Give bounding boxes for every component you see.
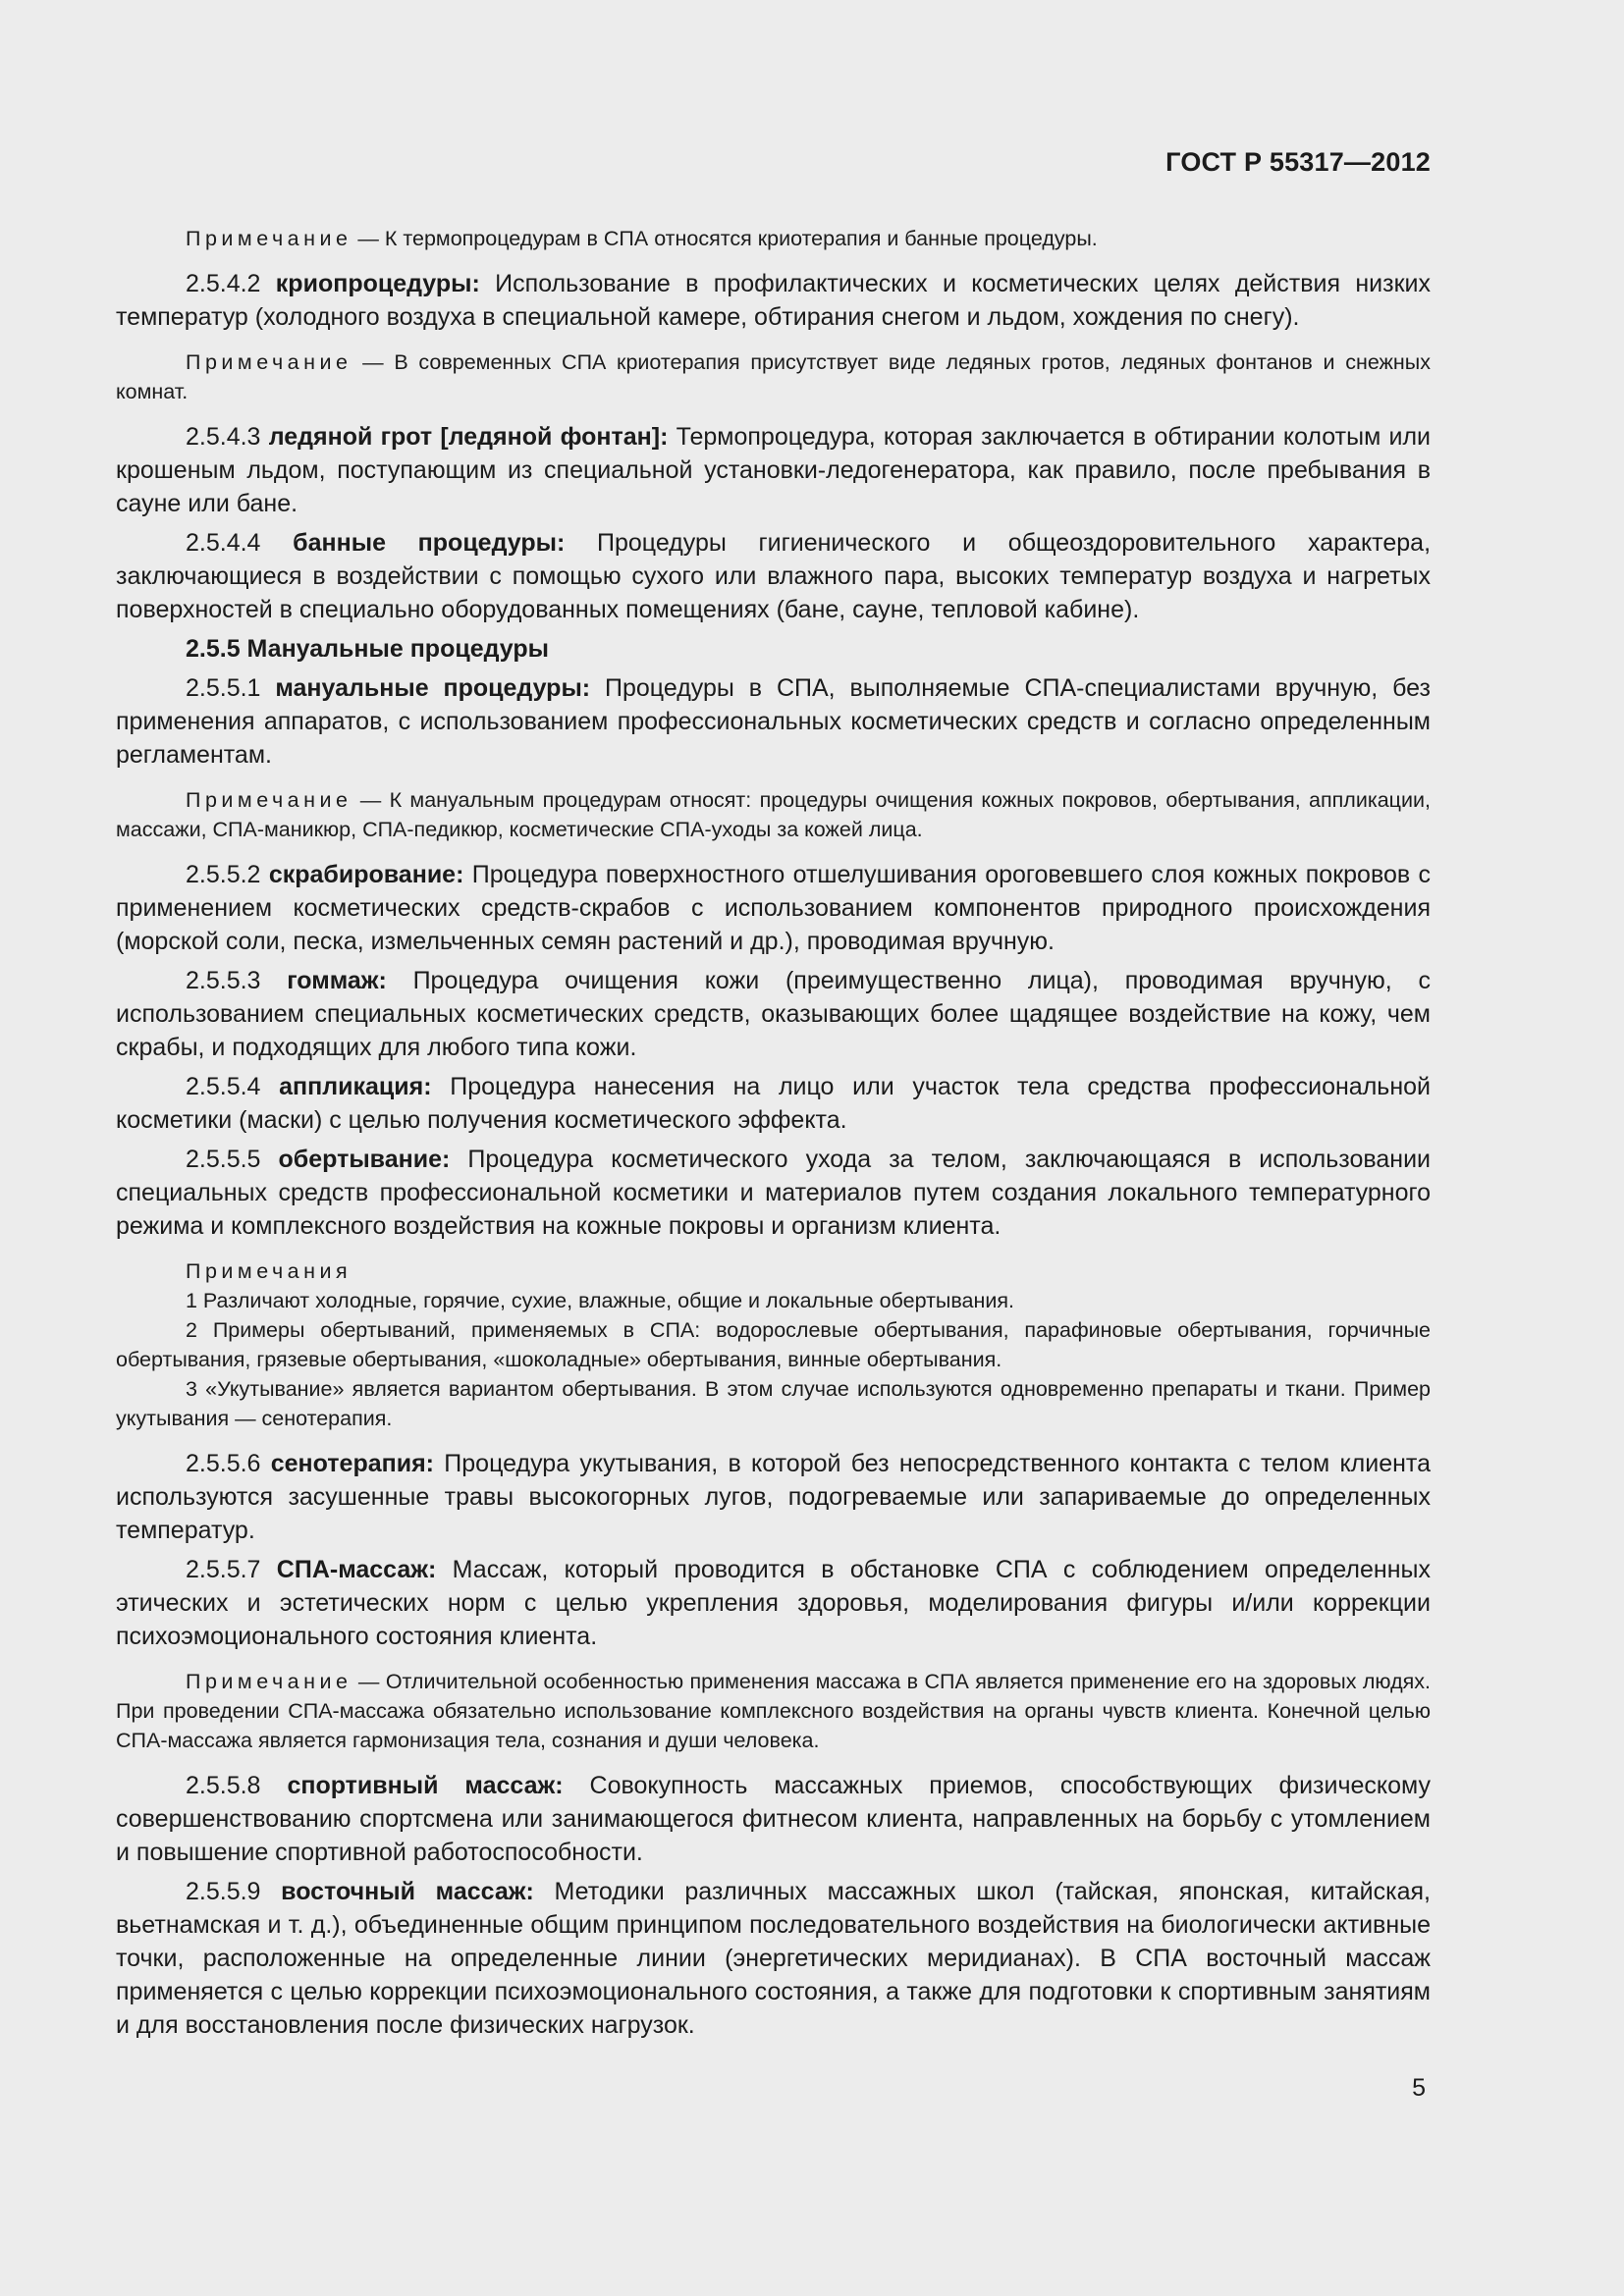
clause-text: Методики различных массажных школ (тайская, японская, китайская, вьетнамская и т. д.), объединенные общим принципом последовательного воздействия на биологически активные точки, расположенные на определенные линии (энергетических меридианах). В СПА восточный массаж применяется с целью коррекции психоэмоционального состояния, а также для подготовки к спортивным занятиям и для восстановления после физических нагрузок. [116, 1878, 1431, 2039]
clause-paragraph [116, 526, 1431, 626]
clause-text: Процедура укутывания, в которой без непосредственного контакта с телом клиента используются засушенные травы высокогорных лугов, подогреваемые или запариваемые до определенных температур. [116, 1450, 1431, 1544]
clause-text: Процедуры гигиенического и общеоздоровительного характера, заключающиеся в воздействии с помощью сухого или влажного пара, высоких температур воздуха и нагретых поверхностей в специально оборудованных помещениях (бане, сауне, тепловой кабине). [116, 529, 1432, 623]
note-label: Примечание [186, 227, 352, 250]
clause-paragraph [116, 420, 1431, 520]
standard-header: ГОСТ Р 55317—2012 [1165, 147, 1431, 177]
clause-term: криопроцедуры: [275, 270, 480, 297]
note-label: Примечание [186, 350, 352, 374]
note-item: 3 «Укутывание» является вариантом обертывания. В этом случае используются одновременно препараты и ткани. Пример укутывания — сенотерапия. [116, 1377, 1431, 1430]
clause-text: Процедура очищения кожи (преимущественно лица), проводимая вручную, с использованием специальных косметических средств, оказывающих более щадящее воздействие на кожу, чем скрабы, и подходящих для любого типа кожи. [116, 967, 1431, 1061]
section-heading: 2.5.5 Мануальные процедуры [186, 635, 549, 663]
clause-number: 2.5.5.3 [186, 967, 288, 994]
clause-number: 2.5.5.8 [186, 1772, 288, 1799]
clause-number: 2.5.5.7 [186, 1556, 277, 1583]
clause-number: 2.5.5.2 [186, 861, 269, 888]
clause-paragraph [116, 1070, 1431, 1137]
clause-term: СПА-массаж: [276, 1556, 437, 1583]
note-paragraph [116, 1667, 1431, 1755]
clause-term: скрабирование: [268, 861, 464, 888]
clause-number: 2.5.4.3 [186, 423, 269, 451]
clause-paragraph [116, 1447, 1431, 1547]
note-dash: — [352, 227, 385, 250]
clause-term: аппликация: [279, 1073, 432, 1100]
clause-text: Термопроцедура, которая заключается в обтирании колотым или крошеным льдом, поступающим из специальной установки-ледогенератора, как правило, после пребывания в сауне или бане. [116, 423, 1431, 517]
notes-label: Примечания [186, 1259, 352, 1283]
clause-text: Использование в профилактических и косметических целях действия низких температур (холодного воздуха в специальной камере, обтирания снегом и льдом, хождения по снегу). [116, 270, 1431, 331]
note-label: Примечание [186, 788, 352, 812]
clause-text: Процедура нанесения на лицо или участок тела средства профессиональной косметики (маски) с целью получения косметического эффекта. [116, 1073, 1431, 1134]
note-dash: — [352, 1670, 386, 1693]
note-dash: — [352, 788, 390, 812]
clause-term: восточный массаж: [281, 1878, 534, 1905]
clause-paragraph [116, 671, 1431, 772]
clause-paragraph [116, 964, 1431, 1064]
clause-paragraph [116, 1875, 1431, 2042]
clause-number: 2.5.4.4 [186, 529, 294, 557]
clause-paragraph [116, 1769, 1431, 1869]
clause-text: Процедура поверхностного отшелушивания ороговевшего слоя кожных покровов с применением косметических средств-скрабов с использованием компонентов природного происхождения (морской соли, песка, измельченных семян растений и др.), проводимая вручную. [116, 861, 1431, 955]
note-text: Отличительной особенностью применения массажа в СПА является применение его на здоровых людях. При проведении СПА-массажа обязательно использование комплексного воздействия на органы чувств клиента. Конечной целью СПА-массажа является гармонизация тела, сознания и души человека. [116, 1670, 1431, 1752]
clause-paragraph [116, 1143, 1431, 1243]
clause-paragraph [116, 267, 1431, 334]
clause-number: 2.5.5.4 [186, 1073, 280, 1100]
clause-paragraph [116, 1553, 1431, 1653]
clause-term: ледяной грот [ледяной фонтан]: [268, 423, 669, 451]
note-item: 2 Примеры обертываний, применяемых в СПА: водорослевые обертывания, парафиновые обертывания, горчичные обертывания, грязевые обертывания, «шоколадные» обертывания, винные обертывания. [116, 1318, 1431, 1371]
clause-term: банные процедуры: [293, 529, 566, 557]
clause-number: 2.5.5.6 [186, 1450, 271, 1477]
note-paragraph [116, 224, 1431, 253]
note-text: В современных СПА криотерапия присутствует виде ледяных гротов, ледяных фонтанов и снежных комнат. [116, 350, 1431, 403]
clause-term: сенотерапия: [270, 1450, 435, 1477]
clause-number: 2.5.4.2 [186, 270, 276, 297]
clause-number: 2.5.5.5 [186, 1146, 279, 1173]
note-text: К термопроцедурам в СПА относятся криотерапия и банные процедуры. [384, 227, 1098, 250]
clause-term: гоммаж: [287, 967, 387, 994]
clause-term: мануальные процедуры: [275, 674, 591, 702]
page-number: 5 [1412, 2074, 1426, 2102]
note-label: Примечание [186, 1670, 352, 1693]
note-paragraph [116, 347, 1431, 406]
clause-text: Массаж, который проводится в обстановке СПА с соблюдением определенных этических и эстетических норм с целью укрепления здоровья, моделирования фигуры и/или коррекции психоэмоционального состояния клиента. [116, 1556, 1431, 1650]
clause-text: Процедура косметического ухода за телом, заключающаяся в использовании специальных средств профессиональной косметики и материалов путем создания локального температурного режима и комплексного воздействия на кожные покровы и организм клиента. [116, 1146, 1432, 1240]
note-item: 1 Различают холодные, горячие, сухие, влажные, общие и локальные обертывания. [186, 1289, 1015, 1312]
clause-term: обертывание: [278, 1146, 451, 1173]
clause-number: 2.5.5.1 [186, 674, 276, 702]
clause-text: Процедуры в СПА, выполняемые СПА-специалистами вручную, без применения аппаратов, с использованием профессиональных косметических средств и согласно определенным регламентам. [116, 674, 1431, 769]
clause-term: спортивный массаж: [287, 1772, 564, 1799]
note-paragraph [116, 785, 1431, 844]
clause-text: Совокупность массажных приемов, способствующих физическому совершенствованию спортсмена или занимающегося фитнесом клиента, направленных на борьбу с утомлением и повышение спортивной работоспособности. [116, 1772, 1431, 1866]
note-dash: — [352, 350, 395, 374]
document-body [116, 224, 1431, 2042]
clause-paragraph [116, 858, 1431, 958]
note-text: К мануальным процедурам относят: процедуры очищения кожных покровов, обертывания, аппликации, массажи, СПА-маникюр, СПА-педикюр, косметические СПА-уходы за кожей лица. [116, 788, 1431, 841]
notes-block [116, 1256, 1431, 1433]
clause-number: 2.5.5.9 [186, 1878, 282, 1905]
